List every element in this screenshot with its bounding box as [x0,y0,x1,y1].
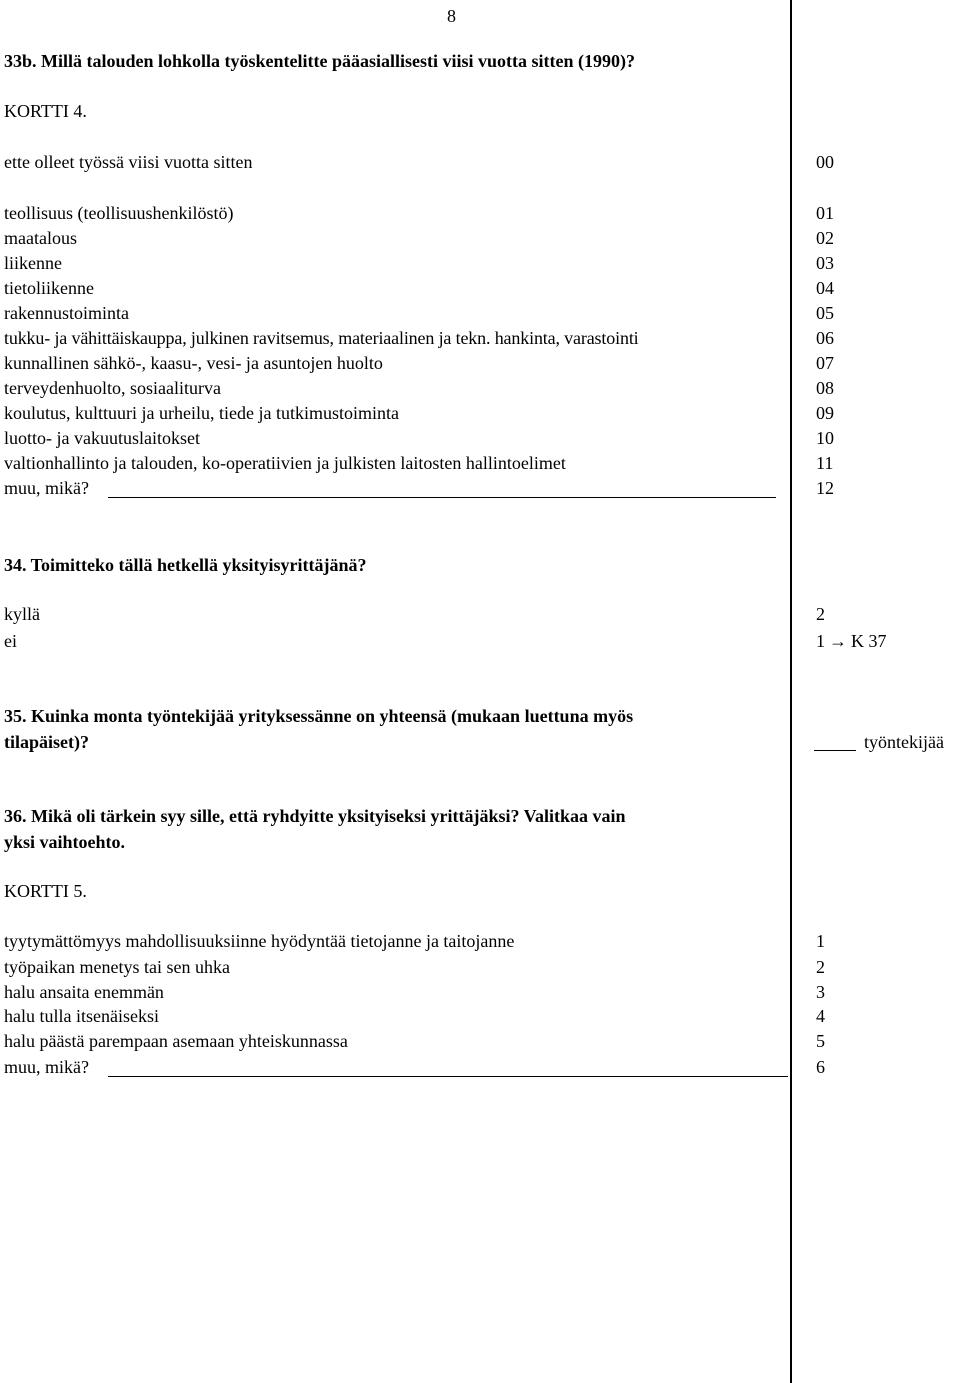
q35-title-continued: tilapäiset)? [4,732,89,752]
q33b-option-code[interactable]: 10 [816,428,834,448]
q36-option-code[interactable]: 1 [816,931,825,951]
q34-title: 34. Toimitteko tällä hetkellä yksityisyrittäjänä? [4,555,367,575]
q33b-card: KORTTI 4. [4,101,87,121]
q36-title-continued: yksi vaihtoehto. [4,832,126,852]
q33b-option-label: ette olleet työssä viisi vuotta sitten [4,152,253,172]
q33b-option-label: valtionhallinto ja talouden, ko-operatiivien ja julkisten laitosten hallintoelimet [4,453,566,473]
q35-answer-suffix: työntekijää [864,732,944,752]
q33b-option-label: rakennustoiminta [4,303,129,323]
q33b-option-label: luotto- ja vakuutuslaitokset [4,428,200,448]
q33b-option-code[interactable]: 11 [816,453,834,473]
q33b-other-answer-line[interactable] [108,497,776,498]
q34-option-code: 1 [816,631,825,651]
q33b-option-code[interactable]: 00 [816,152,834,172]
q36-option-label: halu tulla itsenäiseksi [4,1006,159,1026]
q33b-option-label: terveydenhuolto, sosiaaliturva [4,378,221,398]
q33b-option-label: liikenne [4,253,62,273]
q36-card: KORTTI 5. [4,881,87,901]
q36-option-code[interactable]: 3 [816,982,825,1002]
q35-title: 35. Kuinka monta työntekijää yrityksessänne on yhteensä (mukaan luettuna myös [4,706,634,726]
q36-option-label: halu päästä parempaan asemaan yhteiskunnassa [4,1031,348,1051]
q36-option-code[interactable]: 4 [816,1006,825,1026]
q33b-option-label: tukku- ja vähittäiskauppa, julkinen ravitsemus, materiaalinen ja tekn. hankinta, varastointi [4,328,639,348]
q36-option-label: työpaikan menetys tai sen uhka [4,957,230,977]
arrow-right-icon: → [829,631,847,651]
q33b-option-code[interactable]: 01 [816,203,834,223]
q33b-option-label: maatalous [4,228,77,248]
q33b-option-code[interactable]: 07 [816,353,834,373]
q33b-option-label: muu, mikä? [4,478,89,498]
q36-other-answer-line[interactable] [108,1076,788,1077]
q33b-option-label: teollisuus (teollisuushenkilöstö) [4,203,234,223]
q33b-option-label: tietoliikenne [4,278,94,298]
q33b-option-code[interactable]: 02 [816,228,834,248]
q35-answer-line[interactable] [814,750,856,751]
q36-option-code[interactable]: 5 [816,1031,825,1051]
q36-option-label: halu ansaita enemmän [4,982,164,1002]
q34-option-code-with-skip[interactable] [816,630,887,652]
q36-option-label: tyytymättömyys mahdollisuuksiinne hyödyntää tietojanne ja taitojanne [4,931,515,951]
q33b-title: 33b. Millä talouden lohkolla työskentelitte pääasiallisesti viisi vuotta sitten (1990)? [4,51,636,71]
q36-option-code[interactable]: 2 [816,957,825,977]
page-number: 8 [447,6,456,26]
q36-title: 36. Mikä oli tärkein syy sille, että ryhdyitte yksityiseksi yrittäjäksi? Valitkaa vain [4,806,626,826]
q34-option-label: kyllä [4,604,40,624]
column-divider [790,0,792,1383]
q33b-option-code[interactable]: 12 [816,478,834,498]
q33b-option-code[interactable]: 05 [816,303,834,323]
q33b-option-code[interactable]: 06 [816,328,834,348]
q33b-option-label: koulutus, kulttuuri ja urheilu, tiede ja tutkimustoiminta [4,403,399,423]
q36-option-code[interactable]: 6 [816,1057,825,1077]
q33b-option-code[interactable]: 08 [816,378,834,398]
q33b-option-code[interactable]: 04 [816,278,834,298]
q36-option-label: muu, mikä? [4,1057,89,1077]
q33b-option-code[interactable]: 09 [816,403,834,423]
q34-option-label: ei [4,631,17,651]
q33b-option-code[interactable]: 03 [816,253,834,273]
skip-instruction: K 37 [851,631,887,651]
q34-option-code[interactable]: 2 [816,604,825,624]
q33b-option-label: kunnallinen sähkö-, kaasu-, vesi- ja asuntojen huolto [4,353,383,373]
